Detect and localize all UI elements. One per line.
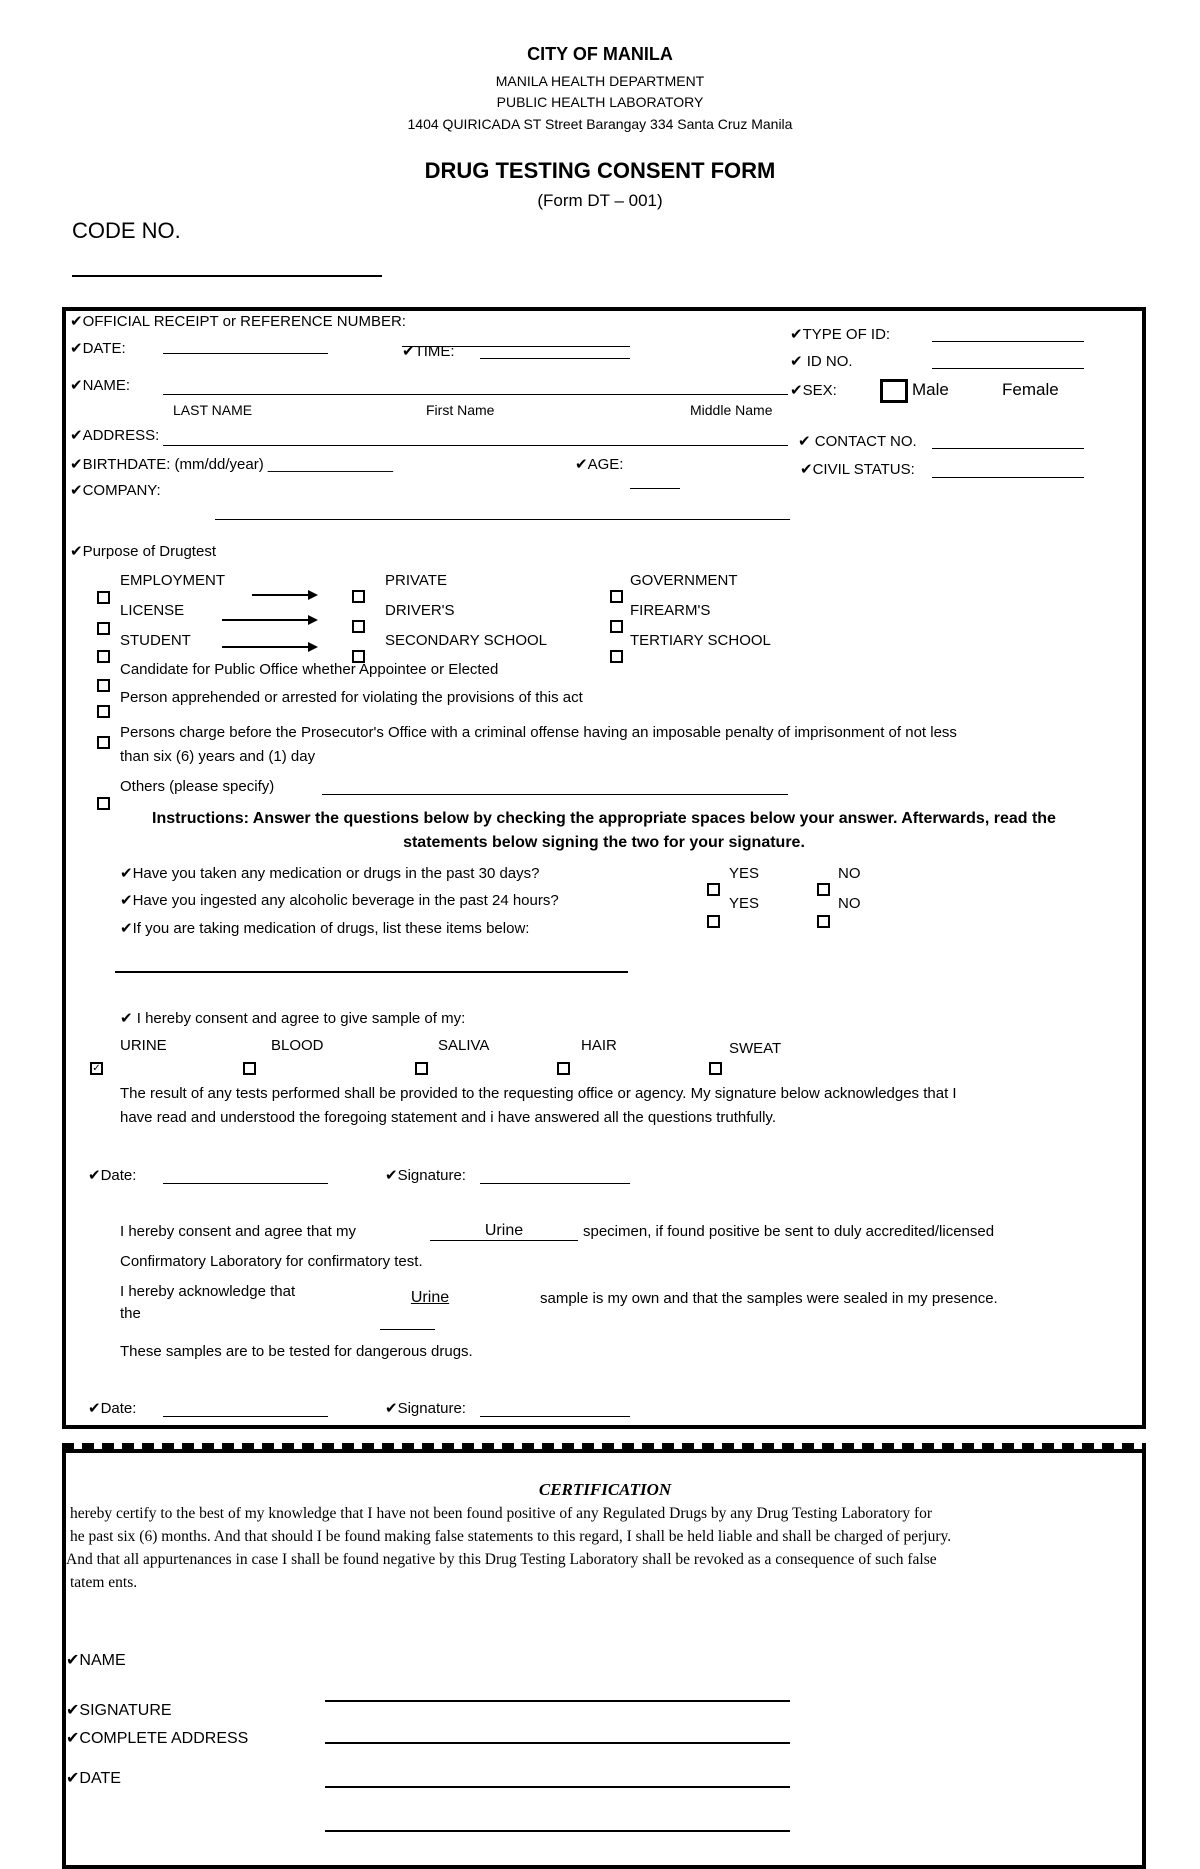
- female-label: Female: [1002, 380, 1059, 399]
- sweat-label: SWEAT: [729, 1040, 782, 1057]
- blood-label: BLOOD: [271, 1037, 324, 1054]
- cert-signature-field[interactable]: [325, 1742, 790, 1744]
- q1-no-label: NO: [838, 865, 861, 882]
- civil-status-label: ✔CIVIL STATUS:: [800, 461, 915, 478]
- company-field[interactable]: [215, 519, 790, 520]
- license-checkbox[interactable]: [97, 622, 110, 635]
- student-checkbox[interactable]: [97, 650, 110, 663]
- others-checkbox[interactable]: [97, 797, 110, 810]
- charged-label-1: Persons charge before the Prosecutor's Office with a criminal offense having an imposable penalty of imprisonment of not less: [120, 724, 957, 741]
- firearms-checkbox[interactable]: [610, 620, 623, 633]
- form-number: (Form DT – 001): [537, 191, 663, 210]
- lab-name: PUBLIC HEALTH LABORATORY: [496, 94, 704, 110]
- tested-statement: These samples are to be tested for dangerous drugs.: [120, 1343, 473, 1360]
- drivers-label: DRIVER'S: [385, 602, 455, 619]
- certification-line-3: And that all appurtenances in case I shall be found negative by this Drug Testing Laboratory shall be revoked as a consequence of such false: [66, 1551, 937, 1568]
- sample-field: [380, 1329, 435, 1330]
- candidate-label: Candidate for Public Office whether Appointee or Elected: [120, 661, 499, 678]
- license-arrow: [222, 619, 316, 621]
- age-label: ✔AGE:: [575, 456, 624, 473]
- time-field[interactable]: [480, 358, 630, 359]
- q2-yes-checkbox[interactable]: [707, 915, 720, 928]
- id-no-field[interactable]: [932, 368, 1084, 369]
- date-field[interactable]: [163, 353, 328, 354]
- government-checkbox[interactable]: [610, 590, 623, 603]
- saliva-checkbox[interactable]: [415, 1062, 428, 1075]
- sex-label: ✔SEX:: [790, 382, 837, 399]
- type-id-label: ✔TYPE OF ID:: [790, 326, 891, 343]
- q1-yes-checkbox[interactable]: [707, 883, 720, 896]
- cert-signature-label: ✔SIGNATURE: [66, 1702, 172, 1719]
- student-arrow: [222, 646, 316, 648]
- urine-checkbox[interactable]: ✓: [90, 1062, 103, 1075]
- contact-label: ✔ CONTACT NO.: [798, 433, 917, 450]
- sample-value[interactable]: Urine: [410, 1289, 450, 1306]
- acknowledge-statement-a: I hereby acknowledge that: [120, 1283, 296, 1300]
- age-field[interactable]: [630, 488, 680, 489]
- confirm-statement-a: I hereby consent and agree that my: [120, 1223, 356, 1240]
- form-title: DRUG TESTING CONSENT FORM: [424, 158, 776, 183]
- private-checkbox[interactable]: [352, 590, 365, 603]
- cert-date-field[interactable]: [325, 1830, 790, 1832]
- or-label: ✔OFFICIAL RECEIPT or REFERENCE NUMBER:: [70, 313, 406, 330]
- male-label: Male: [912, 380, 949, 399]
- saliva-label: SALIVA: [438, 1037, 490, 1054]
- address-field[interactable]: [163, 445, 788, 446]
- firearms-label: FIREARM'S: [630, 602, 711, 619]
- confirm-statement-b: specimen, if found positive be sent to duly accredited/licensed: [583, 1223, 995, 1240]
- acknowledge-statement-a2: the: [120, 1305, 141, 1322]
- result-statement-1: The result of any tests performed shall be provided to the requesting office or agency. My signature below acknowledges that I: [120, 1085, 957, 1102]
- id-no-label: ✔ ID NO.: [790, 353, 853, 370]
- q2-no-checkbox[interactable]: [817, 915, 830, 928]
- time-label: ✔TIME:: [402, 343, 455, 360]
- ack-date-label: ✔Date:: [88, 1400, 137, 1417]
- last-name-caption: LAST NAME: [173, 402, 253, 418]
- consent-date-label: ✔Date:: [88, 1167, 137, 1184]
- drivers-checkbox[interactable]: [352, 620, 365, 633]
- instructions-line-1: Instructions: Answer the questions below by checking the appropriate spaces below your answer. Afterwards, read the: [152, 810, 1056, 827]
- certification-line-1: hereby certify to the best of my knowledge that I have not been found positive of any Regulated Drugs by any Drug Testing Laboratory for: [70, 1505, 933, 1522]
- cert-address-label: ✔COMPLETE ADDRESS: [66, 1730, 249, 1747]
- confirm-statement-2: Confirmatory Laboratory for confirmatory test.: [120, 1253, 423, 1270]
- dept-name: MANILA HEALTH DEPARTMENT: [495, 73, 705, 89]
- sweat-checkbox[interactable]: [709, 1062, 722, 1075]
- employment-label: EMPLOYMENT: [120, 572, 226, 589]
- charged-label-2: than six (6) years and (1) day: [120, 748, 316, 765]
- code-no-label: CODE NO.: [72, 218, 181, 243]
- others-label: Others (please specify): [120, 778, 275, 795]
- acknowledge-statement-b: sample is my own and that the samples were sealed in my presence.: [540, 1290, 998, 1307]
- birthdate-label: ✔BIRTHDATE: (mm/dd/year) _______________: [70, 456, 394, 473]
- purpose-label: ✔Purpose of Drugtest: [70, 543, 216, 560]
- name-field[interactable]: [163, 394, 788, 395]
- specimen-value[interactable]: Urine: [484, 1222, 524, 1239]
- government-label: GOVERNMENT: [630, 572, 738, 589]
- question-list: ✔If you are taking medication of drugs, list these items below:: [120, 920, 530, 937]
- q2-yes-label: YES: [729, 895, 760, 912]
- consent-signature-label: ✔Signature:: [385, 1167, 466, 1184]
- cut-line: [62, 1443, 1146, 1449]
- type-id-field[interactable]: [932, 341, 1084, 342]
- apprehended-checkbox[interactable]: [97, 705, 110, 718]
- city-title: CITY OF MANILA: [527, 44, 673, 64]
- question-medication: ✔Have you taken any medication or drugs in the past 30 days?: [120, 865, 540, 882]
- cert-address-field[interactable]: [325, 1786, 790, 1788]
- q2-no-label: NO: [838, 895, 861, 912]
- secondary-label: SECONDARY SCHOOL: [385, 632, 547, 649]
- certification-title: CERTIFICATION: [538, 1480, 672, 1499]
- employment-arrow: [252, 594, 316, 596]
- consent-signature-field[interactable]: [480, 1183, 630, 1184]
- private-label: PRIVATE: [385, 572, 447, 589]
- date-label: ✔DATE:: [70, 340, 126, 357]
- hair-checkbox[interactable]: [557, 1062, 570, 1075]
- employment-checkbox[interactable]: [97, 591, 110, 604]
- student-label: STUDENT: [120, 632, 191, 649]
- candidate-checkbox[interactable]: [97, 679, 110, 692]
- time-field-top: [402, 346, 630, 347]
- result-statement-2: have read and understood the foregoing statement and i have answered all the questions truthfully.: [120, 1109, 776, 1126]
- first-name-caption: First Name: [426, 402, 495, 418]
- middle-name-caption: Middle Name: [690, 402, 773, 418]
- apprehended-label: Person apprehended or arrested for violating the provisions of this act: [120, 689, 583, 706]
- male-checkbox[interactable]: [880, 379, 908, 403]
- q1-no-checkbox[interactable]: [817, 883, 830, 896]
- blood-checkbox[interactable]: [243, 1062, 256, 1075]
- certification-line-2: he past six (6) months. And that should I be found making false statements to this regard, I shall be held liable and shall be charged of perjury.: [70, 1528, 952, 1545]
- contact-field[interactable]: [932, 448, 1084, 449]
- license-label: LICENSE: [120, 602, 185, 619]
- charged-checkbox[interactable]: [97, 736, 110, 749]
- civil-status-field[interactable]: [932, 477, 1084, 478]
- lab-address: 1404 QUIRICADA ST Street Barangay 334 Santa Cruz Manila: [407, 116, 793, 132]
- company-label: ✔COMPANY:: [70, 482, 161, 499]
- certification-line-4: tatem ents.: [70, 1574, 138, 1591]
- specimen-field: [430, 1240, 578, 1241]
- ack-date-field[interactable]: [163, 1416, 328, 1417]
- ack-signature-label: ✔Signature:: [385, 1400, 466, 1417]
- address-label: ✔ADDRESS:: [70, 427, 160, 444]
- consent-date-field[interactable]: [163, 1183, 328, 1184]
- others-field[interactable]: [322, 794, 788, 795]
- instructions-line-2: statements below signing the two for your signature.: [403, 834, 805, 851]
- ack-signature-field[interactable]: [480, 1416, 630, 1417]
- name-label: ✔NAME:: [70, 377, 131, 394]
- cert-name-label: ✔NAME: [66, 1652, 126, 1669]
- cert-name-field[interactable]: [325, 1700, 790, 1702]
- q1-yes-label: YES: [729, 865, 760, 882]
- hair-label: HAIR: [581, 1037, 617, 1054]
- tertiary-checkbox[interactable]: [610, 650, 623, 663]
- urine-label: URINE: [120, 1037, 167, 1054]
- question-alcohol: ✔Have you ingested any alcoholic beverage in the past 24 hours?: [120, 892, 559, 909]
- cert-date-label: ✔DATE: [66, 1770, 121, 1787]
- medication-list-field[interactable]: [115, 971, 628, 973]
- tertiary-label: TERTIARY SCHOOL: [630, 632, 771, 649]
- code-no-line[interactable]: [72, 275, 382, 277]
- consent-intro: ✔ I hereby consent and agree to give sample of my:: [120, 1010, 466, 1027]
